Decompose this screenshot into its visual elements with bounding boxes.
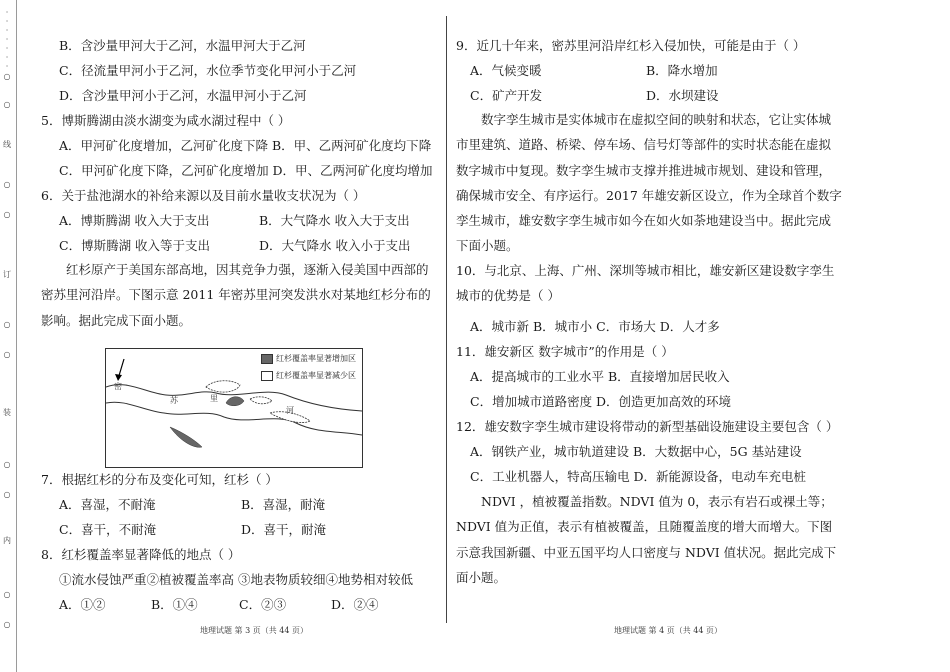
river-label: 密 — [114, 382, 122, 391]
binding-circle: ○ — [3, 460, 11, 469]
legend-swatch — [261, 371, 273, 381]
decrease-area — [250, 397, 272, 404]
q9-option-b: B．降水增加 — [646, 63, 718, 78]
flow-arrowhead-icon — [115, 374, 122, 381]
q4-option-b: B．含沙量甲河大于乙河，水温甲河大于乙河 — [59, 38, 306, 53]
q7-stem: 7．根据红杉的分布及变化可知，红杉（ ） — [41, 472, 278, 487]
q6-option-c: C．博斯腾湖 收入等于支出 — [59, 238, 211, 253]
binding-circle: ○ — [3, 72, 11, 81]
q11-options-ab: A．提高城市的工业水平 B．直接增加居民收入 — [470, 369, 730, 384]
column-divider — [446, 16, 447, 623]
decrease-area — [206, 381, 240, 392]
binding-label-zhuang: 装 — [3, 408, 11, 417]
river-label: 河 — [286, 406, 294, 415]
q8-option-a: A．①② — [59, 597, 106, 612]
binding-margin — [0, 0, 17, 672]
binding-label-ding: 订 — [3, 270, 11, 279]
q11-options-cd: C．增加城市道路密度 D．创造更加高效的环境 — [470, 394, 732, 409]
q8-option-b: B．①④ — [151, 597, 198, 612]
q9-option-a: A．气候变暖 — [470, 63, 542, 78]
q12-stem: 12．雄安数字孪生城市建设将带动的新型基础设施建设主要包含（ ） — [456, 419, 839, 434]
binding-circle: ○ — [3, 490, 11, 499]
binding-dots: · · · · · · · — [5, 8, 9, 71]
legend-swatch — [261, 354, 273, 364]
binding-label-xian: 线 — [3, 140, 11, 149]
binding-circle: ○ — [3, 350, 11, 359]
figure-legend — [261, 353, 356, 387]
q9-option-c: C．矿产开发 — [470, 88, 543, 103]
q12-options-cd: C．工业机器人，特高压输电 D．新能源设备，电动车充电桩 — [470, 469, 807, 484]
q8-option-d: D．②④ — [331, 597, 379, 612]
q11-stem: 11．雄安新区 数字城市”的作用是（ ） — [456, 344, 674, 359]
redcedar-map-figure — [105, 348, 363, 468]
q6-stem: 6．关于盐池湖水的补给来源以及目前水量收支状况为（ ） — [41, 188, 366, 203]
ndvi-passage: NDVI ，植被覆盖指数。NDVI 值为 0，表示有岩石或裸土等；NDVI 值为正值，表示有植被覆盖，且随覆盖度的增大而增大。下图示意我国新疆、中亚五国平均人口密度与 NDVI 值状况。据此完成下面小题。 — [456, 494, 837, 585]
q10-options: A．城市新 B．城市小 C．市场大 D．人才多 — [470, 319, 720, 334]
binding-circle: ○ — [3, 100, 11, 109]
q6-option-d: D．大气降水 收入小于支出 — [259, 238, 411, 253]
q9-stem: 9．近几十年来，密苏里河沿岸红杉入侵加快，可能是由于（ ） — [456, 38, 806, 53]
binding-circle: ○ — [3, 590, 11, 599]
river-label: 苏 — [170, 396, 178, 405]
q7-option-c: C．喜干，不耐淹 — [59, 522, 157, 537]
redcedar-passage: 红杉原产于美国东部高地，因其竞争力强，逐渐入侵美国中西部的密苏里河沿岸。下图示意 2011 年密苏里河突发洪水对某地红杉分布的影响。据此完成下面小题。 — [41, 262, 431, 328]
binding-circle: ○ — [3, 180, 11, 189]
q4-option-c: C．径流量甲河小于乙河，水位季节变化甲河小于乙河 — [59, 63, 357, 78]
q7-option-b: B．喜湿，耐淹 — [241, 497, 326, 512]
q7-option-a: A．喜湿，不耐淹 — [59, 497, 156, 512]
legend-item-increase: 红杉覆盖率显著增加区 — [261, 353, 356, 365]
page-footer-3: 地理试题 第 3 页（共 44 页） — [200, 626, 308, 635]
q8-option-c: C．②③ — [239, 597, 287, 612]
q8-statements: ①流水侵蚀严重②植被覆盖率高 ③地表物质较细④地势相对较低 — [59, 572, 413, 587]
digital-twin-passage: 数字孪生城市是实体城市在虚拟空间的映射和状态，它让实体城市里建筑、道路、桥梁、停车场、信号灯等部件的实时状态能在虚拟数字城市中复现。数字孪生城市支撑并推进城市规划、建设和管理，确保城市安全、有序运行。2017 年雄安新区设立，作为全球首个数字孪生城市，雄安数字孪生城市如今在如火如荼地建设当中。据此完成下面小题。 — [456, 112, 842, 254]
binding-circle: ○ — [3, 320, 11, 329]
q8-stem: 8．红杉覆盖率显著降低的地点（ ） — [41, 547, 241, 562]
legend-item-decrease: 红杉覆盖率显著减少区 — [261, 370, 356, 382]
q6-option-a: A．博斯腾湖 收入大于支出 — [59, 213, 210, 228]
q9-option-d: D．水坝建设 — [646, 88, 719, 103]
increase-area — [226, 397, 244, 406]
binding-circle: ○ — [3, 620, 11, 629]
q12-options-ab: A．钢铁产业，城市轨道建设 B．大数据中心，5G 基站建设 — [470, 444, 802, 459]
binding-circle: ○ — [3, 210, 11, 219]
river-bank-south — [106, 402, 362, 435]
binding-label-nei: 内 — [3, 536, 11, 545]
q4-option-d: D．含沙量甲河小于乙河，水温甲河小于乙河 — [59, 88, 307, 103]
q7-option-d: D．喜干，耐淹 — [241, 522, 327, 537]
q5-options-cd: C．甲河矿化度下降，乙河矿化度增加 D．甲、乙两河矿化度均增加 — [59, 163, 433, 178]
q10-stem: 10．与北京、上海、广州、深圳等城市相比，雄安新区建设数字孪生城市的优势是（ ） — [456, 263, 835, 304]
q6-option-b: B．大气降水 收入大于支出 — [259, 213, 410, 228]
river-label: 里 — [210, 394, 218, 403]
q5-stem: 5．博斯腾湖由淡水湖变为咸水湖过程中（ ） — [41, 113, 291, 128]
q5-options-ab: A．甲河矿化度增加，乙河矿化度下降 B．甲、乙两河矿化度均下降 — [59, 138, 432, 153]
page-footer-4: 地理试题 第 4 页（共 44 页） — [614, 626, 722, 635]
increase-area — [170, 427, 202, 447]
